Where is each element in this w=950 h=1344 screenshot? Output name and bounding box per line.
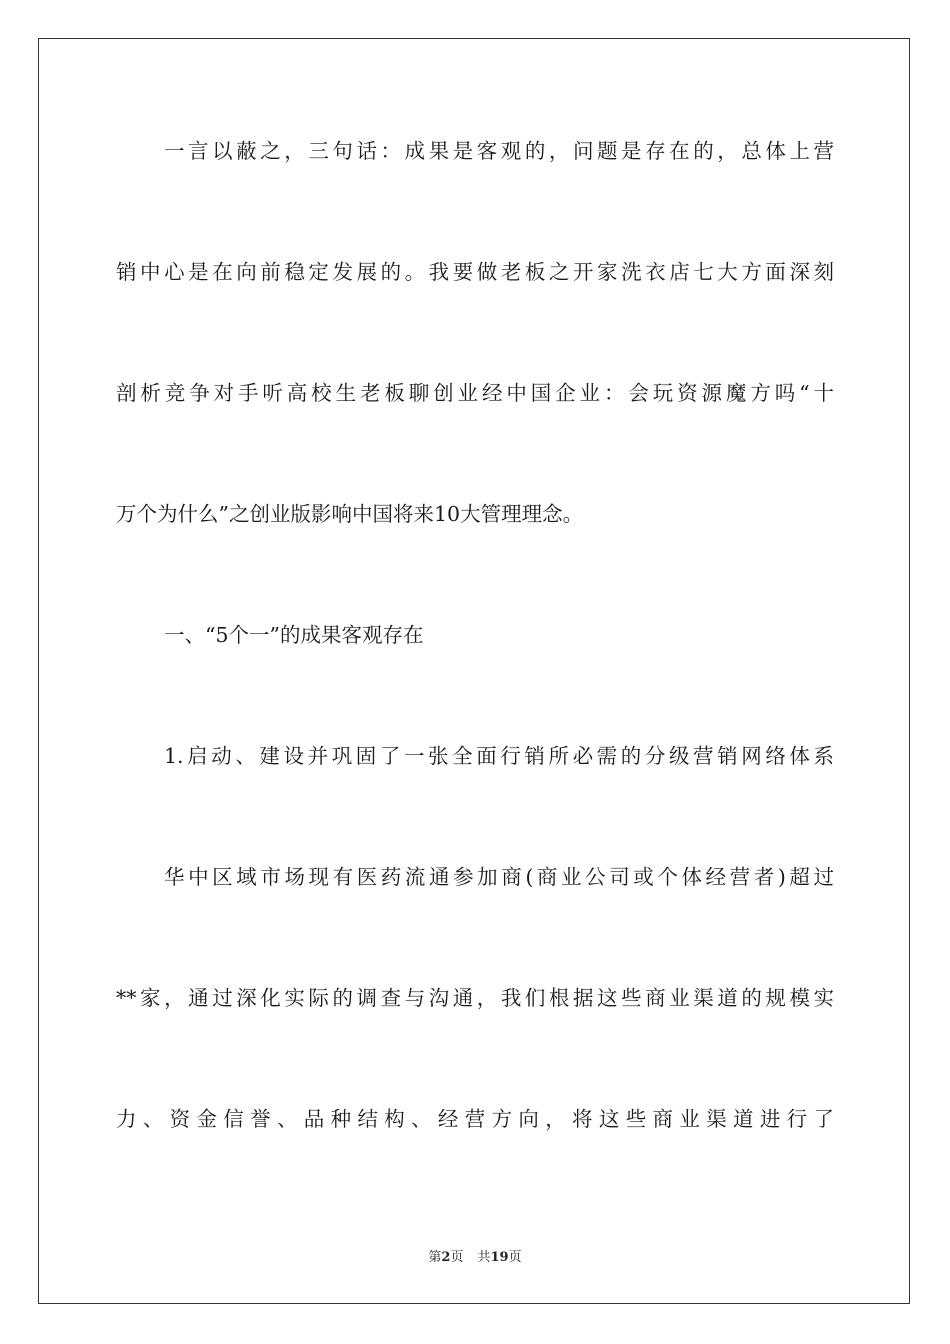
paragraph-line-8: **家，通过深化实际的调查与沟通，我们根据这些商业渠道的规模实 bbox=[116, 986, 834, 1010]
page-footer bbox=[0, 1246, 950, 1265]
subsection-heading: 1.启动、建设并巩固了一张全面行销所必需的分级营销网络体系 bbox=[164, 744, 834, 768]
paragraph-line-1: 一言以蔽之，三句话：成果是客观的，问题是存在的，总体上营 bbox=[164, 139, 834, 163]
page-prefix: 第 bbox=[428, 1250, 442, 1265]
paragraph-line-9: 力、资金信誉、品种结构、经营方向，将这些商业渠道进行了 bbox=[116, 1107, 834, 1131]
paragraph-line-3: 剖析竞争对手听高校生老板聊创业经中国企业：会玩资源魔方吗“十 bbox=[116, 381, 834, 405]
page-suffix: 页 bbox=[450, 1250, 464, 1265]
paragraph-line-2: 销中心是在向前稳定发展的。我要做老板之开家洗衣店七大方面深刻 bbox=[116, 260, 834, 284]
section-heading: 一、“5个一”的成果客观存在 bbox=[164, 623, 424, 647]
total-prefix: 共 bbox=[477, 1250, 491, 1265]
total-suffix: 页 bbox=[508, 1250, 522, 1265]
page-current: 2 bbox=[441, 1250, 451, 1265]
paragraph-line-4: 万个为什么”之创业版影响中国将来10大管理理念。 bbox=[116, 502, 584, 526]
page-total: 19 bbox=[490, 1250, 509, 1265]
paragraph-line-7: 华中区域市场现有医药流通参加商(商业公司或个体经营者)超过 bbox=[164, 865, 834, 889]
